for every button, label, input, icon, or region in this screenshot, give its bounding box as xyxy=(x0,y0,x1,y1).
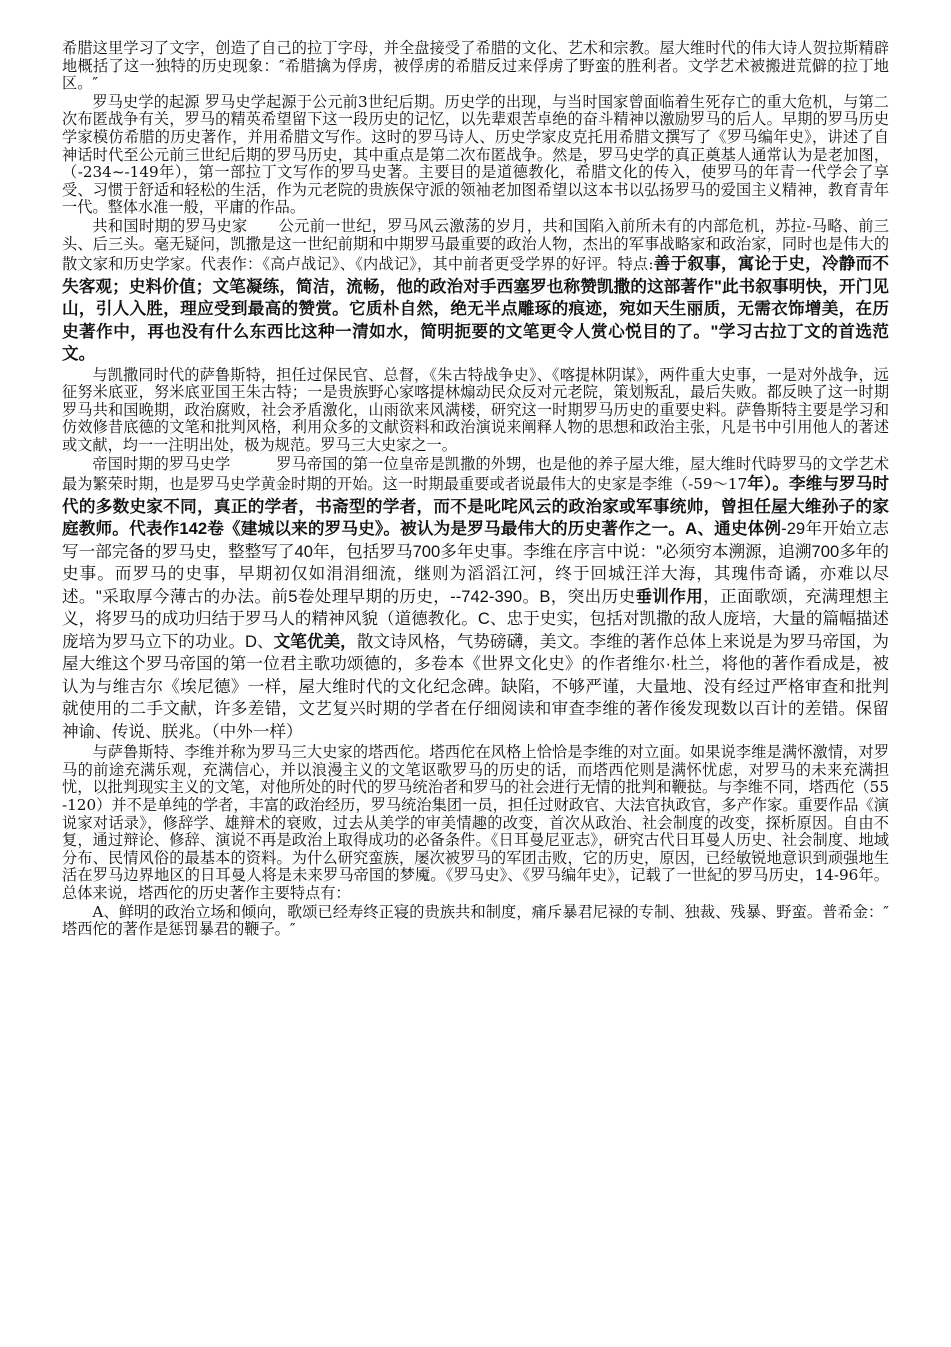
paragraph-text: A、鲜明的政治立场和倾向，歌颂已经寿终正寝的贵族共和制度，痛斥暴君尼禄的专制、独裁、残暴、野蛮。普希金：″塔西佗的著作是惩罚暴君的鞭子。″ xyxy=(62,902,889,939)
paragraph-imperial-historiography xyxy=(62,456,889,744)
paragraph-greek-influence xyxy=(62,40,889,93)
paragraph-sallust xyxy=(62,367,889,455)
paragraph-tacitus-feature-a xyxy=(62,904,889,939)
paragraph-bold-text: 垂训作用 xyxy=(635,586,704,606)
paragraph-bold-text: 善于叙事，寓论于史，冷静而不失客观；史料价值；文笔凝练，简洁，流畅，他的政治对手西塞罗也称赞凯撒的这部著作"此书叙事明快，开门见山，引人入胜，理应受到最高的赞赏。它质朴自然，绝无半点雕琢的痕迹，宛如天生丽质，无需衣饰增美，在历史著作中，再也没有什么东西比这种一清如水，简明扼要的文笔更令人赏心悦目的了。"学习古拉丁文的首选范文。 xyxy=(62,254,889,364)
paragraph-text: 希腊这里学习了文字，创造了自己的拉丁字母，并全盘接受了希腊的文化、艺术和宗教。屋大维时代的伟大诗人贺拉斯精辟地概括了这一独特的历史现象：″希腊擒为俘虏，被俘虏的希腊反过来俘虏了野蛮的胜利者。文学艺术被搬进荒僻的拉丁地区。″ xyxy=(62,39,889,93)
paragraph-text: 帝国时期的罗马史学 罗马帝国的第一位皇帝是凯撒的外甥，也是他的养子屋大维，屋大维时代時罗马的文学艺术最为繁荣时期，也是罗马史学黄金时期的开始。这一时期最重要或者说最伟大的史家是李维（-59～17 xyxy=(62,454,889,494)
paragraph-republic-historians xyxy=(62,218,889,366)
paragraph-roman-historiography-origin xyxy=(62,94,889,217)
paragraph-text: 罗马史学的起源 罗马史学起源于公元前3世纪后期。历史学的出现，与当时国家曾面临着生死存亡的重大危机，与第二次布匿战争有关，罗马的精英希望留下这一段历史的记忆，以先辈艰苦卓绝的奋斗精神以激励罗马的后人。早期的罗马历史学家模仿希腊的历史著作，并用希腊文写作。这时的罗马诗人、历史学家皮克托用希腊文撰写了《罗马编年史》，讲述了自神话时代至公元前三世纪后期的罗马历史，其中重点是第二次布匿战争。然是，罗马史学的真正奠基人通常认为是老加图，（-234~-149年），第一部拉丁文写作的罗马史著。主要目的是道德教化，希腊文化的传入，使罗马的年青一代学会了享受、习惯于舒适和轻松的生活，作为元老院的贵族保守派的领袖老加图希望以这本书以弘扬罗马的爱国主义精神，教育青年一代。整体水准一般，平庸的作品。 xyxy=(62,92,889,217)
paragraph-bold-text: 文笔优美， xyxy=(273,631,357,651)
paragraph-sans-text: ，正面歌颂，充满理想主义，将罗马的成功归结于罗马人的精神风貌（道德教化。C、忠于史实，包括对凯撒的敌人庞培，大量的篇幅描述庞培为罗马立下的功业。D、 xyxy=(62,586,890,651)
paragraph-text: 与凯撒同时代的萨鲁斯特，担任过保民官、总督，《朱古特战争史》、《喀提林阴谋》，两件重大史事，一是对外战争，远征努米底亚，努米底亚国王朱古特；一是贵族野心家喀提林煽动民众反对元老院，策划叛乱，最后失败。都反映了这一时期罗马共和国晚期，政治腐败，社会矛盾激化，山雨欲来风满楼，研究这一时期罗马历史的重要史料。萨鲁斯特主要是学习和仿效修昔底德的文笔和批判风格，利用众多的文献资料和政治演说来阐释人物的思想和政治主张，凡是书中引用他人的著述或文献，均一一注明出处，极为规范。罗马三大史家之一。 xyxy=(62,365,889,454)
paragraph-sans-text: 散文诗风格，气势磅礴，美文。李维的著作总体上来说是为罗马帝国，为屋大维这个罗马帝国的第一位君主歌功颂德的，多卷本《世界文化史》的作者维尔·杜兰，将他的著作看成是，被认为与维吉尔《埃尼德》一样，屋大维时代的文化纪念碑。缺陷，不够严谨，大量地、没有经过严格审查和批判就使用的二手文献，许多差错，文艺复兴时期的学者在仔细阅读和审查李维的著作後发现数以百计的差错。保留神谕、传说、朕兆。（中外一样） xyxy=(62,631,890,741)
paragraph-bold-text: 年）。李维与罗马时代的多数史家不同，真正的学者，书斋型的学者，而不是叱咤风云的政治家或军事统帅，曾担任屋大维孙子的家庭教师。代表作142卷《建城以来的罗马史》。被认为是罗马最伟大的历史著作之一。A、通史体例 xyxy=(62,474,889,539)
paragraph-text: 共和国时期的罗马史家 公元前一世纪，罗马风云激荡的岁月，共和国陷入前所未有的内部危机，苏拉-马略、前三头、后三头。毫无疑问，凯撒是这一世纪前期和中期罗马最重要的政治人物，杰出的军事战略家和政治家，同时也是伟大的散文家和历史学家。代表作：《高卢战记》、《内战记》，其中前者更受学界的好评。特点: xyxy=(62,216,889,274)
paragraph-sans-text: -29年开始立志写一部完备的罗马史，整整写了40年，包括罗马700多年史事。李维在序言中说："必须穷本溯源，追溯700多年的史事。而罗马的史事，早期初仅如涓涓细流，继则为滔滔江河，终于回城汪洋大海，其瑰伟奇谲，亦难以尽述。"采取厚今薄古的办法。前5卷处理早期的历史，--742-390。B，突出历史 xyxy=(62,519,889,606)
paragraph-text: 与萨鲁斯特、李维并称为罗马三大史家的塔西佗。塔西佗在风格上恰恰是李维的对立面。如果说李维是满怀激情，对罗马的前途充满乐观，充满信心，并以浪漫主义的文笔讴歌罗马的历史的话，而塔西佗则是满怀忧虑，对罗马的未来充满担忧，以批判现实主义的文笔，对他所处的时代的罗马统治者和罗马的社会进行无情的批判和鞭挞。与李维不同，塔西佗（55-120）并不是单纯的学者，丰富的政治经历，罗马统治集团一员，担任过财政官、大法官执政官，多产作家。重要作品《演说家对话录》，修辞学、雄辩术的衰败，过去从美学的审美情趣的改变，首次从政治、社会制度的改变，探析原因。自由不复，通过辩论、修辞、演说不再是政治上取得成功的必备条件。《日耳曼尼亚志》，研究古代日耳曼人历史、社会制度、地域分布、民情风俗的最基本的资料。为什么研究蛮族，屡次被罗马的军团击败，它的历史，原因，已经敏锐地意识到顽强地生活在罗马边界地区的日耳曼人将是未来罗马帝国的梦魇。《罗马史》、《罗马编年史》，记载了一世紀的罗马历史，14-96年。总体来说，塔西佗的历史著作主要特点有： xyxy=(62,743,889,902)
paragraph-tacitus xyxy=(62,744,889,902)
